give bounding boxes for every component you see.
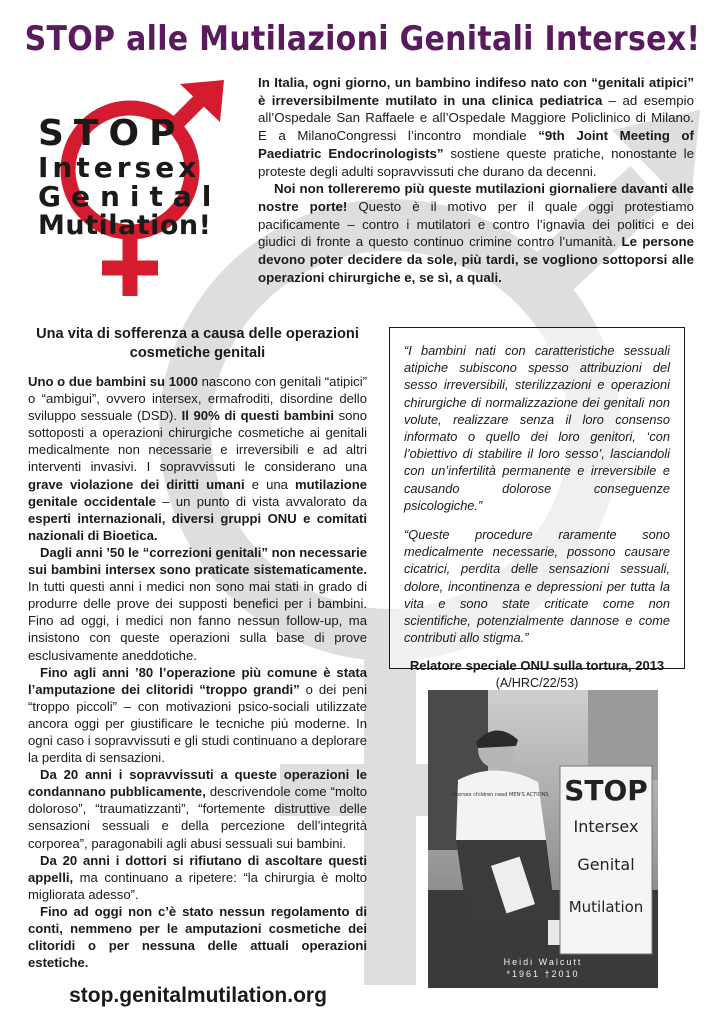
- bold-run: Fino agli anni ’80 l’operazione più comune è stata l’amputazione dei clitoridi “troppo grandi”: [28, 664, 367, 697]
- stop-igm-logo: [30, 78, 240, 298]
- text-run: nascono con genitali “atipici” o “ambigui”, ovvero intersex, ermafroditi, disordine dello sviluppo sessuale (DSD).: [28, 374, 368, 424]
- photo-caption: [428, 956, 658, 980]
- quote-reference: (A/HRC/22/53): [495, 676, 579, 691]
- body-paragraph: [28, 852, 367, 903]
- bold-run: Dagli anni ’50 le “correzioni genitali” non necessarie sui bambini intersex sono praticate sistematicamente.: [28, 544, 367, 578]
- intro-paragraph: [258, 180, 694, 286]
- page-title: STOP alle Mutilazioni Genitali Intersex!: [24, 19, 701, 60]
- caption-name: Heidi Walcutt: [503, 957, 583, 967]
- logo-word-intersex: Intersex: [38, 151, 201, 184]
- website-url[interactable]: stop.genitalmutilation.org: [69, 984, 327, 1007]
- shirt-text: Intersex children need MEN'S ACTIONS: [451, 792, 549, 798]
- bold-run: grave violazione dei diritti umani: [28, 476, 245, 492]
- intro-paragraph: [258, 74, 694, 180]
- intro-bold: “9th Joint Meeting of Paediatric Endocrinologists”: [258, 128, 694, 161]
- bold-run: Uno o due bambini su 1000: [28, 374, 198, 389]
- intro-bold: In Italia, ogni giorno, un bambino indifeso nato con “genitali atipici” è irreversibilmente mutilato in una clinica pediatrica: [258, 75, 694, 108]
- body-paragraph: [28, 766, 367, 851]
- intro-text-run: sostiene queste pratiche, nonostante le proteste degli adulti sopravvissuti che durano da decenni.: [258, 145, 694, 179]
- un-quote-box: [389, 327, 685, 691]
- sign-line: STOP: [564, 774, 648, 807]
- protest-photo: [428, 690, 658, 988]
- photo-illustration: [428, 690, 658, 988]
- intro-text-run: – ad esempio all’Ospedale San Raffaele e all’Ospedale Maggiore Policlinico di Milano. E a MilanoCongressi l’incontro mondiale: [258, 92, 694, 144]
- body-paragraph: [28, 544, 367, 664]
- caption-dates: *1961 †2010: [506, 969, 580, 979]
- text-run: In tutti questi anni i medici non sono mai stati in grado di produrre delle prove dei supposti benefici per i bambini. Fino ad oggi, i medici non fanno nessun follow-up, ma insistono con queste operazioni sulla base di prove esclusivamente aneddotiche.: [28, 579, 367, 663]
- bold-run: Da 20 anni i sopravvissuti a queste operazioni le condannano pubblicamente,: [28, 767, 367, 800]
- text-run: e una: [244, 476, 295, 492]
- bold-run: mutilazione genitale occidentale: [28, 476, 367, 509]
- intro-text: [258, 74, 694, 286]
- body-paragraph: [28, 664, 367, 767]
- quote-paragraph: “Queste procedure raramente sono medicalmente necessarie, possono causare cicatrici, perdita delle sensazioni sessuali, dolore, incontinenza e depressioni per tutta la vita e sono state criticate come non scientifiche, potenzialmente dannose e come contributi allo stigma.”: [404, 527, 670, 646]
- intro-bold: Le persone devono poter decidere da sole, più tardi, se vogliono sottoporsi alle operazioni chirurgiche e, se sì, a quali.: [258, 234, 694, 285]
- bold-run: Fino ad oggi non c’è stato nessun regolamento di conti, nemmeno per le amputazioni cosmetiche dei clitoridi o per nessuna delle attuali operazioni estetiche.: [28, 903, 367, 971]
- logo-word-mutilation: Mutilation!: [38, 210, 212, 241]
- logo-word-genital: Genital: [38, 180, 222, 213]
- bold-run: Da 20 anni i dottori si rifiutano di ascoltare questi appelli,: [28, 852, 367, 885]
- left-column: [28, 325, 367, 971]
- sign-line: Intersex: [573, 817, 639, 836]
- intro-text-run: Questo è il motivo per il quale oggi protestiamo pacificamente – contro i mutilatori e contro l’ignavia dei politici e dei giudici di fronte a questo continuo crimine contro l’umanità.: [258, 198, 694, 250]
- sign-line: Mutilation: [568, 898, 644, 916]
- bold-run: esperti internazionali, diversi gruppi ONU e comitati nazionali di Bioetica.: [28, 510, 367, 543]
- text-run: sono sottoposti a operazioni chirurgiche cosmetiche ai genitali medicalmente non necessarie e irreversibili e ad altri interventi invasivi. I sopravvissuti le considerano una: [28, 408, 368, 475]
- body-paragraph: [28, 903, 367, 971]
- text-run: – un punto di vista avvalorato da: [155, 493, 367, 509]
- quote-attribution: Relatore speciale ONU sulla tortura, 2013: [409, 658, 665, 674]
- body-paragraph: [28, 373, 367, 544]
- text-run: descrivendole come “molto doloroso”, “traumatizzanti”, “fortemente distruttive delle sensazioni sessuali e della percezione dell’integrità corporea”, paragonabili agli abusi sessuali sui bambini.: [28, 784, 367, 851]
- text-run: o dei peni “troppo piccoli” – con motivazioni psico-sociali utilizzate ancora oggi per giustificare le tecniche più moderne. In ogni caso i sopravvissuti e gli studi continuano a deplorare la perdita di sensazioni.: [28, 681, 367, 766]
- logo-word-stop: STOP: [38, 113, 186, 154]
- quote-paragraph: “I bambini nati con caratteristiche sessuali atipiche subiscono spesso attribuzioni del sesso irreversibili, sterilizzazioni e operazioni chirurgiche di normalizzazione dei genitali non volute, realizzare senza il loro consenso informato o quello dei loro genitori, ‘con l’obiettivo di stabilire il loro sesso’, lasciandoli con un’infertilità permanente e irreversibile e causando dolorose conseguenze psicologiche.”: [404, 343, 670, 513]
- section-heading: Una vita di sofferenza a causa delle operazioni cosmetiche genitali: [36, 326, 359, 361]
- sign-line: Genital: [577, 855, 635, 874]
- intro-bold: Noi non tollereremo più queste mutilazioni giornaliere davanti alle nostre porte!: [258, 181, 694, 214]
- bold-run: Il 90% di questi bambini: [181, 408, 334, 424]
- text-run: ma continuano a ripetere: “la chirurgia è molto migliorata adesso”.: [28, 869, 367, 902]
